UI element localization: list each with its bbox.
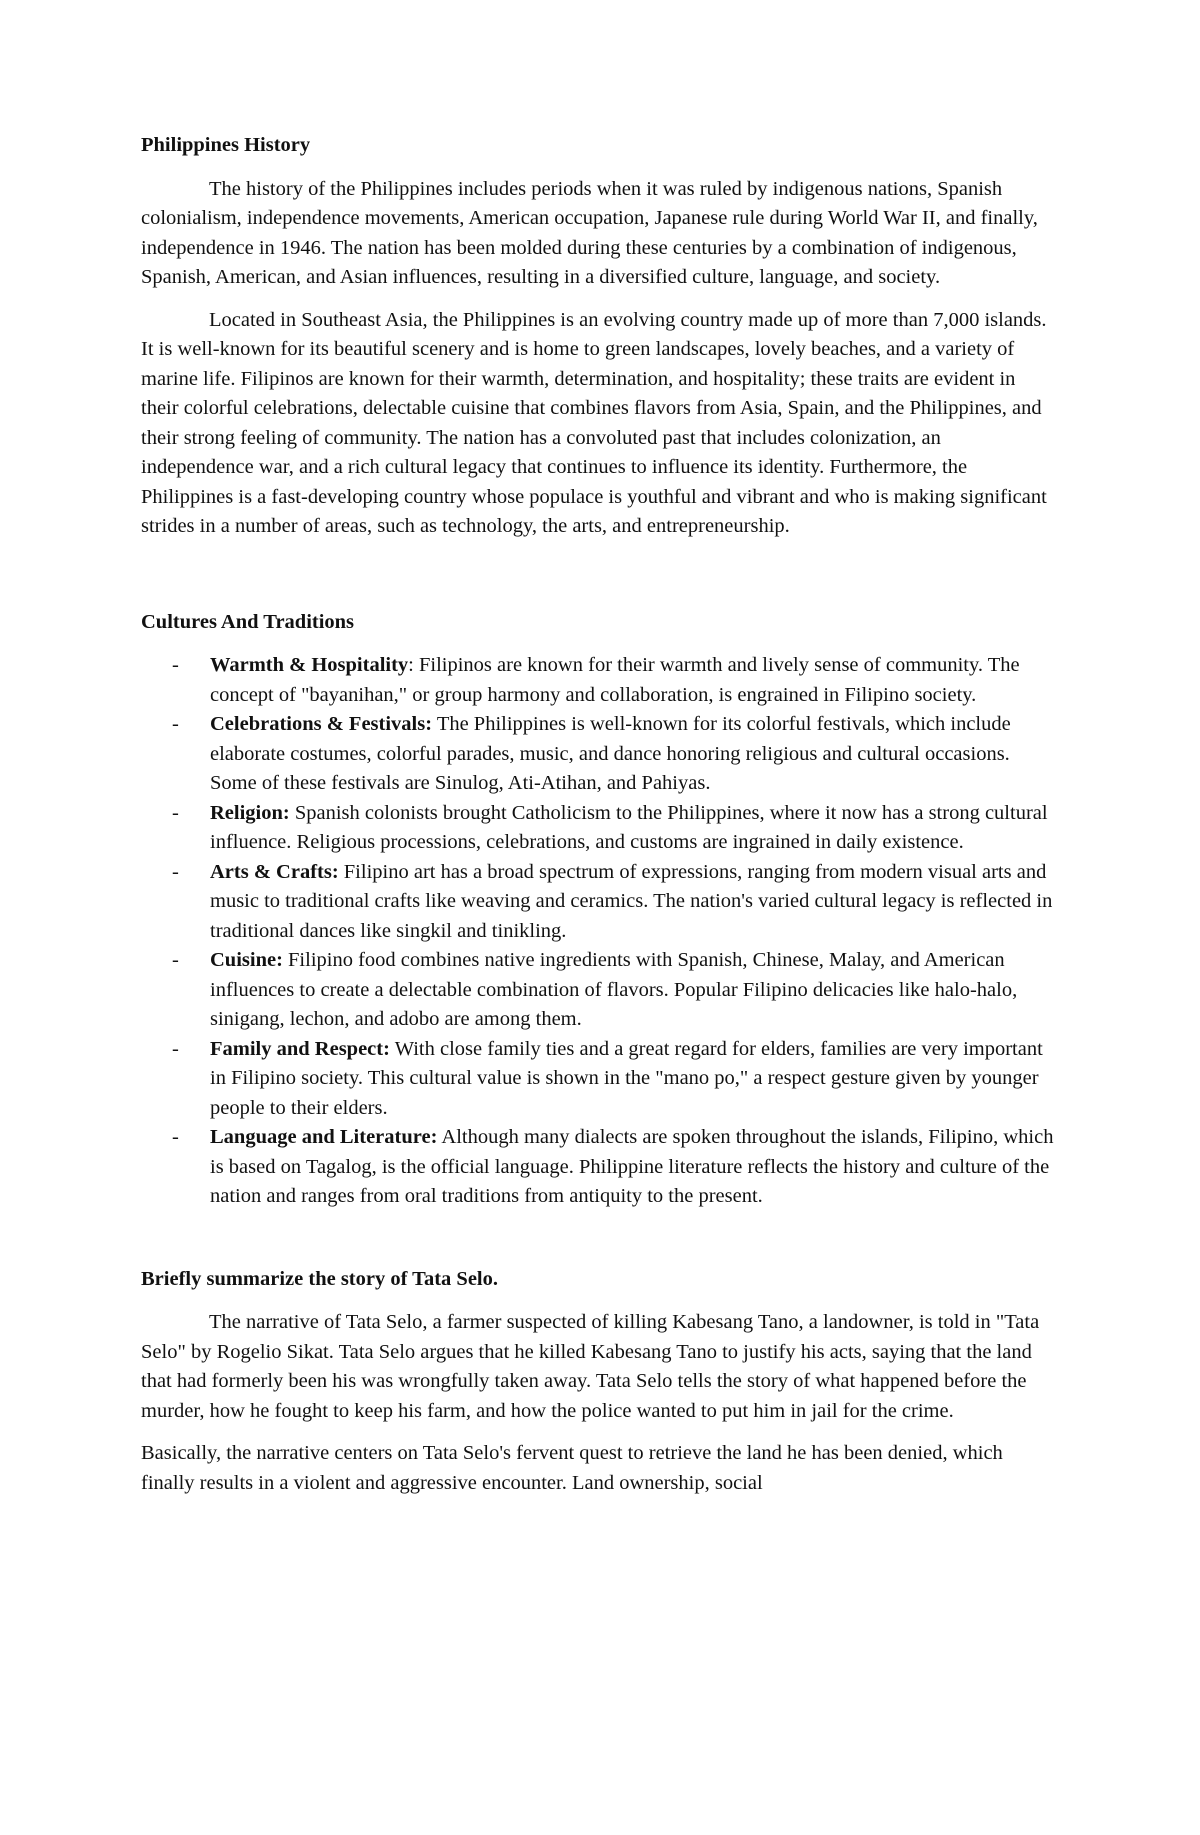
list-item-term: Religion: [210,801,290,824]
culture-section [141,608,1056,1212]
history-heading: Philippines History [141,134,311,156]
list-item-text: Spanish colonists brought Catholicism to the Philippines, where it now has a strong cultural influence. Religious processions, celebrations, and customs are ingrained in daily existence. [210,801,1048,853]
list-item-term: Arts & Crafts: [210,860,339,883]
summary-paragraph-2: Basically, the narrative centers on Tata Selo's fervent quest to retrieve the land he has been denied, which finally results in a violent and aggressive encounter. Land ownership, social [141,1442,1003,1494]
document-page [141,131,1056,1511]
summary-section [141,1265,1056,1499]
dash-bullet: - [172,1126,179,1148]
history-paragraph-1: The history of the Philippines includes periods when it was ruled by indigenous nations, Spanish colonialism, independence movements, American occupation, Japanese rule during World War II, and finally, independence in 1946. The nation has been molded during these centuries by a combination of indigenous, Spanish, American, and Asian influences, resulting in a diversified culture, language, and society. [141,177,1038,288]
culture-heading: Cultures And Traditions [141,610,355,633]
list-item-text: Filipino art has a broad spectrum of expressions, ranging from modern visual arts and music to traditional crafts like weaving and ceramics. The nation's varied cultural legacy is reflected in traditional dances like singkil and tinikling. [210,860,1053,942]
dash-bullet: - [172,801,179,824]
summary-heading: Briefly summarize the story of Tata Selo. [141,1267,498,1290]
list-item-text: Filipinos are known for their warmth and lively sense of community. The concept of "bayanihan," or group harmony and collaboration, is engrained in Filipino society. [210,654,1020,706]
list-item-text: Filipino food combines native ingredients with Spanish, Chinese, Malay, and American influences to create a delectable combination of flavors. Popular Filipino delicacies like halo-halo, sinigang, lechon, and adobo are among them. [210,949,1018,1030]
list-item [141,946,1056,1035]
dash-bullet: - [172,713,179,735]
culture-list [141,651,1056,1212]
list-item [141,1123,1056,1212]
list-item [141,1035,1056,1124]
list-item-text: The Philippines is well-known for its colorful festivals, which include elaborate costumes, colorful parades, music, and dance honoring religious and cultural occasions. Some of these festivals are Sinulog, Ati-Atihan, and Pahiyas. [210,713,1011,794]
list-item-term: Celebrations & Festivals: [210,713,433,735]
history-section [141,131,1056,542]
list-item-term: Family and Respect: [210,1037,390,1060]
dash-bullet: - [172,949,179,971]
section-spacer [141,555,1056,608]
list-item-text: With close family ties and a great regard for elders, families are very important in Filipino society. This cultural value is shown in the "mano po," a respect gesture given by younger people to their elders. [210,1037,1043,1119]
history-paragraph-2: Located in Southeast Asia, the Philippines is an evolving country made up of more than 7,000 islands. It is well-known for its beautiful scenery and is home to green landscapes, lovely beaches, and a variety of marine life. Filipinos are known for their warmth, determination, and hospitality; these traits are evident in their colorful celebrations, delectable cuisine that combines flavors from Asia, Spain, and the Philippines, and their strong feeling of community. The nation has a convoluted past that includes colonization, an independence war, and a rich cultural legacy that continues to influence its identity. Furthermore, the Philippines is a fast-developing country whose populace is youthful and vibrant and who is making significant strides in a number of areas, such as technology, the arts, and entrepreneurship. [141,308,1047,537]
list-item-term: Cuisine: [210,949,283,971]
list-item-term: Language and Literature: [210,1126,438,1148]
list-item [141,799,1056,858]
dash-bullet: - [172,654,179,676]
list-item [141,858,1056,947]
list-item [141,710,1056,799]
summary-paragraph-1: The narrative of Tata Selo, a farmer suspected of killing Kabesang Tano, a landowner, is told in "Tata Selo" by Rogelio Sikat. Tata Selo argues that he killed Kabesang Tano to justify his acts, saying that the land that had formerly been his was wrongfully taken away. Tata Selo tells the story of what happened before the murder, how he fought to keep his farm, and how the police wanted to put him in jail for the crime. [141,1311,1040,1422]
list-item [141,651,1056,710]
dash-bullet: - [172,1037,179,1060]
list-item-separator: : [408,654,419,676]
section-spacer [141,1212,1056,1265]
list-item-text: Although many dialects are spoken throughout the islands, Filipino, which is based on Tagalog, is the official language. Philippine literature reflects the history and culture of the nation and ranges from oral traditions from antiquity to the present. [210,1126,1054,1207]
dash-bullet: - [172,860,179,883]
list-item-term: Warmth & Hospitality [210,654,409,676]
